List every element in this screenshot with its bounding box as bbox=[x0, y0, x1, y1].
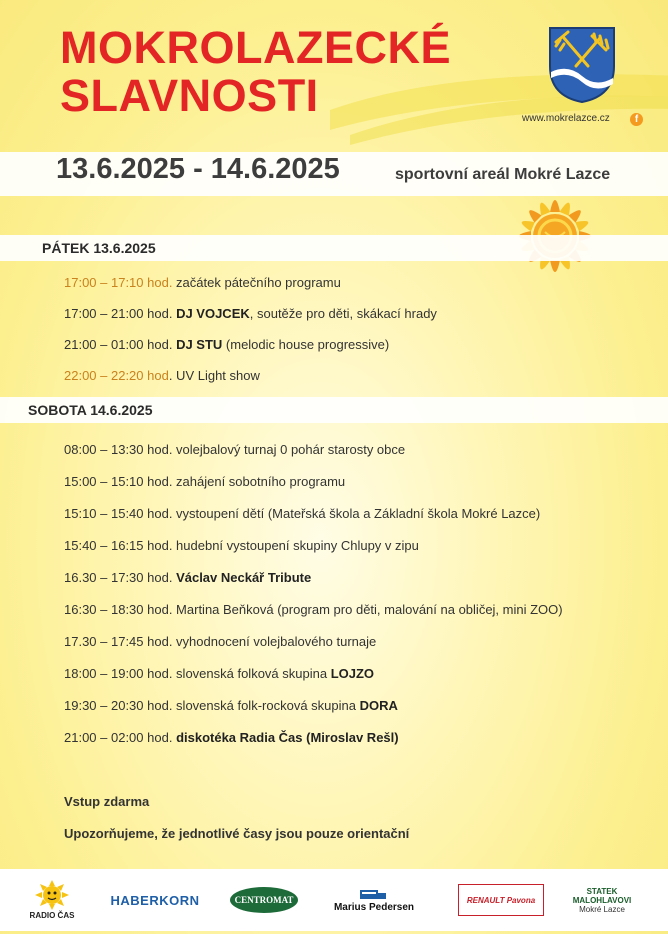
schedule-row bbox=[64, 474, 345, 489]
haberkorn-label: HABERKORN bbox=[110, 892, 200, 908]
radio-sun-icon bbox=[34, 880, 70, 910]
schedule-row bbox=[64, 634, 376, 649]
sponsor-strip bbox=[0, 869, 668, 931]
schedule-time: 15:40 – 16:15 hod. bbox=[64, 538, 173, 553]
sponsor-marius-pedersen bbox=[322, 869, 426, 931]
radio-cas-label: RADIO ČAS bbox=[29, 911, 75, 920]
time-disclaimer: Upozorňujeme, že jednotlivé časy jsou pouze orientační bbox=[64, 826, 410, 841]
schedule-row bbox=[64, 306, 437, 321]
schedule-text: vystoupení dětí (Mateřská škola a Základní škola Mokré Lazce) bbox=[172, 506, 541, 521]
schedule-row bbox=[64, 337, 389, 352]
schedule-text: Martina Beňková (program pro děti, malování na obličej, mini ZOO) bbox=[172, 602, 563, 617]
schedule-text: volejbalový turnaj 0 pohár starosty obce bbox=[172, 442, 406, 457]
schedule-text: slovenská folková skupina bbox=[172, 666, 331, 681]
website-link[interactable]: www.mokrelazce.cz bbox=[522, 113, 610, 124]
sponsor-haberkorn bbox=[100, 869, 210, 931]
event-venue: sportovní areál Mokré Lazce bbox=[395, 166, 611, 183]
sun-ray bbox=[550, 260, 560, 272]
title-line-2: SLAVNOSTI bbox=[60, 70, 319, 121]
schedule-time: 15:00 – 15:10 hod. bbox=[64, 474, 173, 489]
schedule-time: 22:00 – 22:20 hod bbox=[64, 368, 169, 383]
friday-label: PÁTEK 13.6.2025 bbox=[42, 240, 156, 256]
schedule-text: začátek pátečního programu bbox=[172, 275, 341, 290]
schedule-row bbox=[64, 368, 260, 383]
schedule-time: 17.30 – 17:45 hod. bbox=[64, 634, 173, 649]
schedule-highlight: DORA bbox=[359, 698, 398, 713]
sponsor-statek bbox=[566, 869, 638, 931]
coat-of-arms-icon bbox=[548, 26, 616, 104]
schedule-text: hudební vystoupení skupiny Chlupy v zipu bbox=[172, 538, 419, 553]
schedule-time: 18:00 – 19:00 hod. bbox=[64, 666, 173, 681]
marius-label: Marius Pedersen bbox=[333, 901, 415, 913]
free-entry-note: Vstup zdarma bbox=[64, 794, 150, 809]
renault-label: RENAULT Pavona bbox=[458, 884, 544, 916]
sun-ray bbox=[568, 207, 584, 223]
schedule-time: 21:00 – 01:00 hod. bbox=[64, 337, 173, 352]
schedule-row bbox=[64, 442, 405, 457]
schedule-row bbox=[64, 538, 419, 553]
schedule-row bbox=[64, 602, 563, 617]
schedule-highlight: diskotéka Radia Čas (Miroslav Rešl) bbox=[176, 730, 399, 745]
schedule-text-after: , soutěže pro děti, skákací hrady bbox=[249, 306, 437, 321]
marius-truck-icon bbox=[360, 888, 388, 902]
sponsor-centromat bbox=[228, 869, 300, 931]
schedule-text: slovenská folk-rocková skupina bbox=[172, 698, 360, 713]
schedule-highlight: Václav Neckář Tribute bbox=[176, 570, 312, 585]
schedule-row bbox=[64, 730, 399, 745]
schedule-row bbox=[64, 698, 398, 713]
sun-ray bbox=[560, 201, 574, 216]
schedule-time: 21:00 – 02:00 hod. bbox=[64, 730, 173, 745]
schedule-highlight: DJ STU bbox=[176, 337, 223, 352]
centromat-label: CENTROMAT bbox=[230, 887, 298, 913]
title-line-1: MOKROLAZECKÉ bbox=[60, 22, 451, 73]
saturday-label: SOBOTA 14.6.2025 bbox=[28, 402, 153, 418]
schedule-time: 15:10 – 15:40 hod. bbox=[64, 506, 173, 521]
schedule-text-after: (melodic house progressive) bbox=[222, 337, 390, 352]
event-title bbox=[60, 24, 451, 120]
facebook-icon[interactable]: f bbox=[630, 113, 643, 126]
sun-ray bbox=[575, 218, 590, 232]
schedule-time: 17:00 – 21:00 hod. bbox=[64, 306, 173, 321]
sun-ray bbox=[537, 201, 551, 216]
schedule-highlight: LOJZO bbox=[330, 666, 375, 681]
sun-ray bbox=[550, 200, 560, 212]
schedule-time: 16:30 – 18:30 hod. bbox=[64, 602, 173, 617]
schedule-highlight: DJ VOJCEK bbox=[176, 306, 250, 321]
sun-ray bbox=[526, 207, 542, 223]
sun-ray bbox=[520, 218, 535, 232]
sponsor-radio-cas bbox=[26, 869, 78, 931]
schedule-row bbox=[64, 570, 311, 585]
statek-line-2: MALOHLAVOVI bbox=[572, 895, 632, 905]
schedule-row bbox=[64, 275, 341, 290]
event-dates: 13.6.2025 - 14.6.2025 bbox=[56, 153, 340, 185]
schedule-time: 08:00 – 13:30 hod. bbox=[64, 442, 173, 457]
sponsor-renault bbox=[456, 869, 546, 931]
schedule-time: 16.30 – 17:30 hod. bbox=[64, 570, 173, 585]
schedule-row bbox=[64, 506, 540, 521]
statek-line-3: Mokré Lazce bbox=[579, 904, 625, 914]
statek-line-1: STATEK bbox=[586, 886, 618, 896]
schedule-text: zahájení sobotního programu bbox=[172, 474, 346, 489]
schedule-time: 17:00 – 17:10 hod. bbox=[64, 275, 173, 290]
schedule-time: 19:30 – 20:30 hod. bbox=[64, 698, 173, 713]
schedule-text: vyhodnocení volejbalového turnaje bbox=[172, 634, 377, 649]
schedule-row bbox=[64, 666, 374, 681]
schedule-text: . UV Light show bbox=[168, 368, 260, 383]
